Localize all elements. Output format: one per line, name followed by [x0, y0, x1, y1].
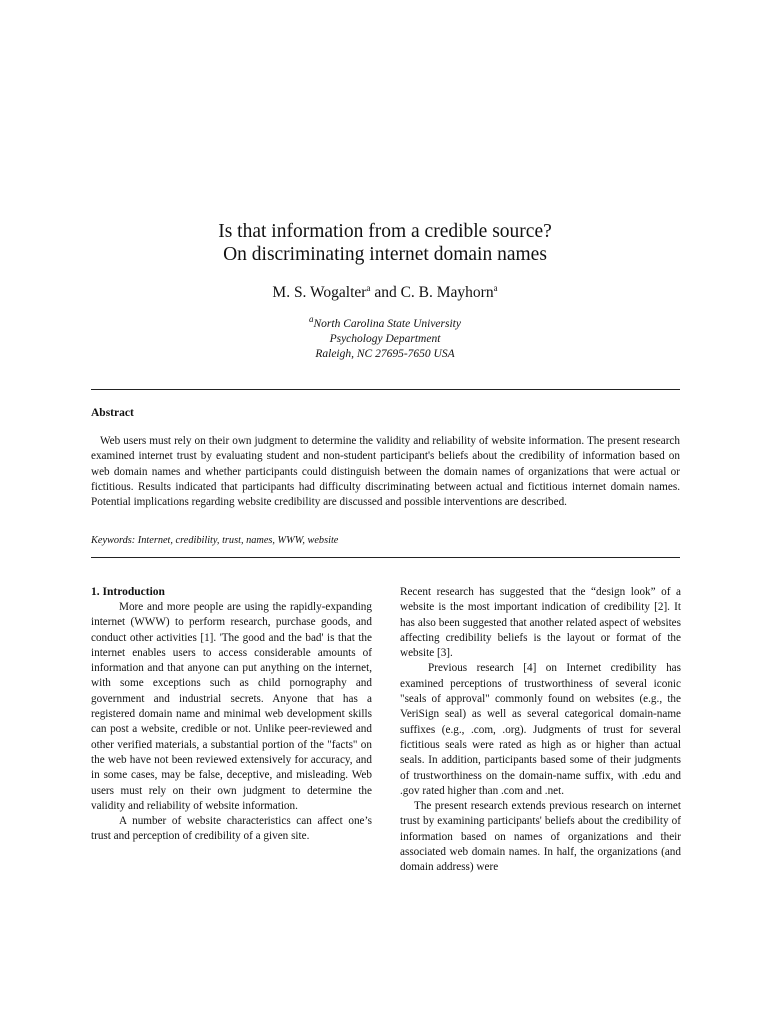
- author-list: [0, 283, 770, 302]
- abstract-text: Web users must rely on their own judgment to determine the validity and reliability of website information. The present research examined internet trust by evaluating student and non-student participant's beliefs about the credibility of information based on web domain names and whether participants could distinguish between the domain names of organizations that were actual or fictitious. Results indicated that participants had difficulty discriminating between actual and fictitious internet domain names. Potential implications regarding website credibility are discussed and possible interventions are described.: [91, 435, 680, 509]
- keywords: Keywords: Internet, credibility, trust, names, WWW, website: [91, 535, 339, 546]
- author-affiliation-mark: a: [366, 282, 371, 293]
- body-paragraph: The present research extends previous research on internet trust by examining participants' beliefs about the credibility of information based on names of organizations and their associated web domain names. In half, the organizations (and domain address) were: [400, 800, 681, 874]
- author-conjunction: and: [370, 284, 401, 301]
- section-heading: 1. Introduction: [91, 586, 165, 598]
- top-divider: [91, 389, 680, 390]
- abstract-heading: Abstract: [91, 407, 134, 419]
- abstract-body: [91, 434, 680, 510]
- body-paragraph: Recent research has suggested that the “design look” of a website is the most important indication of credibility [2]. It has also been suggested that another related aspect of websites affecting credibility beliefs is the layout or format of the website [3].: [400, 586, 681, 660]
- right-column: [400, 585, 681, 876]
- affiliation-university: North Carolina State University: [313, 318, 461, 330]
- affiliation-mark: a: [309, 314, 314, 325]
- author-affiliation-mark: a: [493, 282, 498, 293]
- paper-title: [0, 220, 770, 266]
- title-line-1: Is that information from a credible source?: [218, 221, 552, 242]
- body-paragraph: More and more people are using the rapidly-expanding internet (WWW) to perform research, purchase goods, and conduct other activities [1]. 'The good and the bad' is that the internet enables users to access considerable amounts of information and that anyone can put anything on the internet, with some exceptions such as child pornography and government and industrial secrets. Anyone that has a registered domain name and minimal web development skills can post a website, credible or not. Unlike peer-reviewed and other verified materials, a substantial portion of the "facts" on the web have not been reviewed extensively for accuracy, and in some cases, may be false, deceptive, and misleading. Web users must rely on their own judgment to determine the validity and reliability of website information.: [91, 601, 372, 812]
- affiliation: [0, 314, 770, 362]
- affiliation-department: Psychology Department: [329, 333, 441, 345]
- affiliation-address: Raleigh, NC 27695-7650 USA: [315, 348, 455, 360]
- title-line-2: On discriminating internet domain names: [223, 244, 547, 265]
- body-paragraph: A number of website characteristics can affect one’s trust and perception of credibility of a given site.: [91, 815, 372, 843]
- author-name: M. S. Wogalter: [272, 284, 367, 301]
- author-name: C. B. Mayhorn: [400, 284, 494, 301]
- body-paragraph: Previous research [4] on Internet credibility has examined perceptions of trustworthiness of several iconic "seals of approval" commonly found on websites (e.g., the VeriSign seal) as well as several categorical domain-name suffixes (e.g., .com, .org). Judgments of trust for several fictitious seals were rated as high as or higher than actual seals. In addition, participants based some of their judgments of trustworthiness on the domain-name suffix, with .edu and .gov rated higher than .com and .net.: [400, 662, 681, 797]
- left-column: [91, 585, 372, 845]
- bottom-divider: [91, 557, 680, 558]
